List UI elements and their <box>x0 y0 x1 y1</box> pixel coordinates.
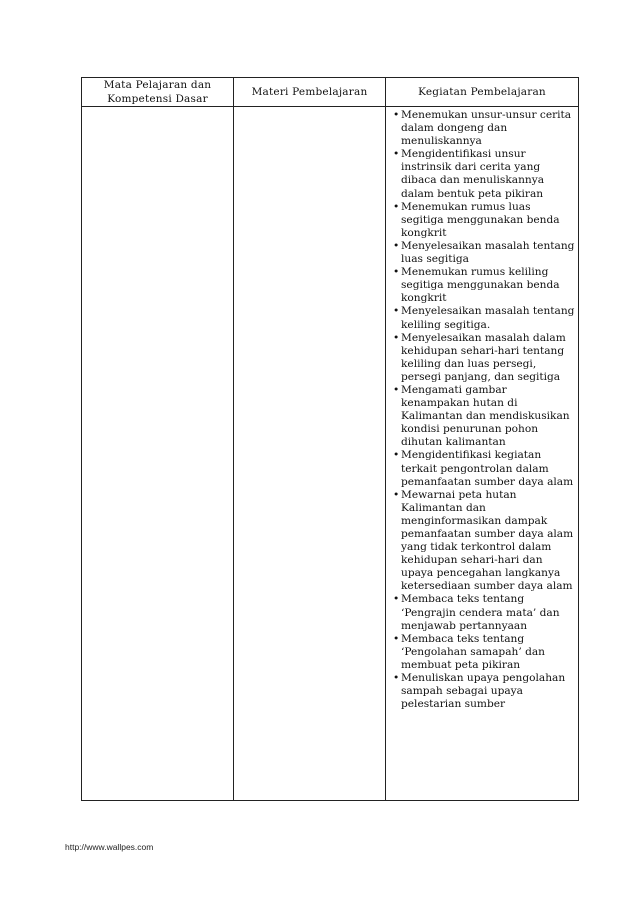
bullet-icon: • <box>393 148 400 161</box>
bullet-icon: • <box>393 331 400 344</box>
header-kegiatan-pembelajaran: Kegiatan Pembelajaran <box>386 78 579 107</box>
cell-kegiatan-pembelajaran <box>386 107 579 801</box>
cell-materi-pembelajaran <box>234 107 386 801</box>
table-header-row <box>82 78 579 107</box>
list-item <box>393 305 576 331</box>
activity-text: Mewarnai peta hutan Kalimantan dan menginformasikan dampak pemanfaatan sumber daya alam yang tidak terkontrol dalam kehidupan sehari-hari dan upaya pencegahan langkanya ketersediaan sumber daya alam <box>401 488 574 593</box>
bullet-icon: • <box>393 488 400 501</box>
bullet-icon: • <box>393 383 400 396</box>
bullet-icon: • <box>393 632 400 645</box>
activity-text: Membaca teks tentang ‘Pengrajin cendera mata’ dan menjawab pertannyaan <box>401 593 560 632</box>
header-materi-pembelajaran: Materi Pembelajaran <box>234 78 386 107</box>
list-item <box>393 109 576 148</box>
bullet-icon: • <box>393 239 400 252</box>
learning-activities-table <box>81 77 579 801</box>
activity-text: Menyelesaikan masalah tentang luas segitiga <box>401 239 575 266</box>
bullet-icon: • <box>393 672 400 685</box>
list-item <box>393 384 576 449</box>
activity-text: Membaca teks tentang ‘Pengolahan samapah’ dan membuat peta pikiran <box>401 632 545 671</box>
bullet-icon: • <box>393 305 400 318</box>
list-item <box>393 449 576 488</box>
cell-mata-pelajaran <box>82 107 234 801</box>
list-item <box>393 593 576 632</box>
activity-list <box>386 107 578 711</box>
activity-text: Menuliskan upaya pengolahan sampah sebagai upaya pelestarian sumber <box>401 672 566 711</box>
activity-text: Menyelesaikan masalah tentang keliling segitiga. <box>401 305 575 331</box>
list-item <box>393 201 576 240</box>
activity-text: Mengamati gambar kenampakan hutan di Kalimantan dan mendiskusikan kondisi penurunan pohon dihutan kalimantan <box>401 383 570 449</box>
activity-text: Menemukan unsur-unsur cerita dalam dongeng dan menuliskannya <box>401 109 572 148</box>
list-item <box>393 148 576 200</box>
footer-url: http://www.wallpes.com <box>65 842 154 852</box>
activity-text: Mengidentifikasi unsur instrinsik dari cerita yang dibaca dan menuliskannya dalam bentuk peta pikiran <box>401 148 545 200</box>
bullet-icon: • <box>393 593 400 606</box>
list-item <box>393 489 576 594</box>
activity-text: Menemukan rumus keliling segitiga menggunakan benda kongkrit <box>401 266 560 305</box>
table-body-row <box>82 107 579 801</box>
activity-text: Menemukan rumus luas segitiga menggunakan benda kongkrit <box>401 200 560 239</box>
activity-text: Menyelesaikan masalah dalam kehidupan sehari-hari tentang keliling dan luas persegi, persegi panjang, dan segitiga <box>401 331 566 383</box>
list-item <box>393 332 576 384</box>
list-item <box>393 633 576 672</box>
list-item <box>393 240 576 266</box>
bullet-icon: • <box>393 200 400 213</box>
list-item <box>393 672 576 711</box>
bullet-icon: • <box>393 449 400 462</box>
bullet-icon: • <box>393 266 400 279</box>
list-item <box>393 266 576 305</box>
activity-text: Mengidentifikasi kegiatan terkait pengontrolan dalam pemanfaatan sumber daya alam <box>401 449 574 488</box>
header-mata-pelajaran: Mata Pelajaran dan Kompetensi Dasar <box>82 78 234 107</box>
bullet-icon: • <box>393 109 400 121</box>
